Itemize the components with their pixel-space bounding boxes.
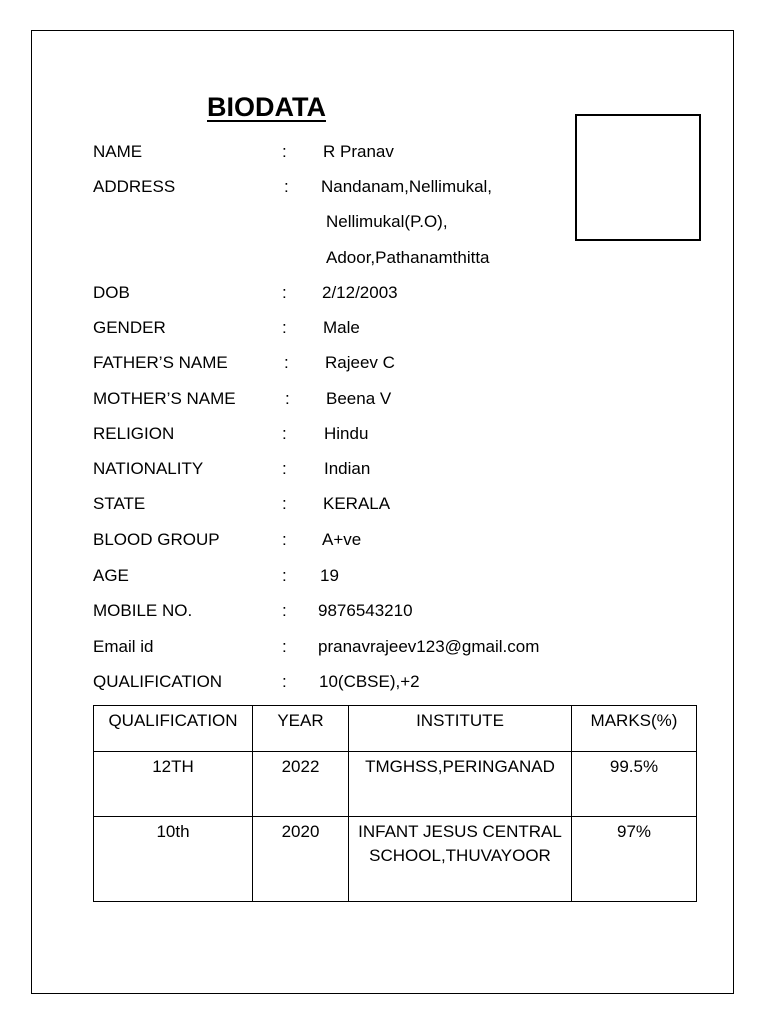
field-value-religion: Hindu <box>324 424 369 443</box>
field-colon: : <box>282 142 287 161</box>
field-label-mothers-name: MOTHER’S NAME <box>93 389 236 408</box>
field-value-nationality: Indian <box>324 459 371 478</box>
document-title: BIODATA <box>207 92 326 122</box>
table-header-cell: MARKS(%) <box>572 706 697 752</box>
field-colon: : <box>282 637 287 656</box>
field-label-blood-group: BLOOD GROUP <box>93 530 220 549</box>
field-label-nationality: NATIONALITY <box>93 459 204 478</box>
table-row <box>94 752 697 817</box>
table-cell: 10th <box>94 817 253 902</box>
field-colon: : <box>282 318 287 337</box>
field-value-fathers-name: Rajeev C <box>325 353 395 372</box>
field-label-religion: RELIGION <box>93 424 175 443</box>
field-value-address-line1: Nandanam,Nellimukal, <box>321 177 493 196</box>
field-colon: : <box>282 424 287 443</box>
field-label-age: AGE <box>93 566 129 585</box>
table-cell: 97% <box>572 817 697 902</box>
table-cell: 2022 <box>253 752 349 817</box>
table-header-row <box>94 706 697 752</box>
table-header-cell: INSTITUTE <box>349 706 572 752</box>
field-colon: : <box>282 530 287 549</box>
photo-placeholder-box <box>575 114 701 241</box>
field-label-fathers-name: FATHER’S NAME <box>93 353 228 372</box>
field-colon: : <box>282 459 287 478</box>
field-colon: : <box>282 672 287 691</box>
field-label-name: NAME <box>93 142 143 161</box>
field-label-dob: DOB <box>93 283 130 302</box>
field-label-qualification: QUALIFICATION <box>93 672 223 691</box>
field-value-name: R Pranav <box>323 142 394 161</box>
field-colon: : <box>282 566 287 585</box>
qualification-table <box>93 705 697 902</box>
field-colon: : <box>282 601 287 620</box>
field-value-mothers-name: Beena V <box>326 389 392 408</box>
table-cell: 12TH <box>94 752 253 817</box>
field-value-address-line2: Nellimukal(P.O), <box>326 212 448 231</box>
table-cell: INFANT JESUS CENTRAL SCHOOL,THUVAYOOR <box>349 817 572 902</box>
field-value-address-line3: Adoor,Pathanamthitta <box>326 248 490 267</box>
field-value-mobile-no: 9876543210 <box>318 601 413 620</box>
table-cell: 99.5% <box>572 752 697 817</box>
field-value-age: 19 <box>320 566 339 585</box>
field-colon: : <box>284 177 289 196</box>
field-value-dob: 2/12/2003 <box>322 283 398 302</box>
field-label-address: ADDRESS <box>93 177 176 196</box>
field-colon: : <box>282 283 287 302</box>
field-label-state: STATE <box>93 494 146 513</box>
field-value-qualification: 10(CBSE),+2 <box>319 672 420 691</box>
table-cell: TMGHSS,PERINGANAD <box>349 752 572 817</box>
table-cell: 2020 <box>253 817 349 902</box>
field-label-email-id: Email id <box>93 637 154 656</box>
table-row <box>94 817 697 902</box>
field-value-email-id: pranavrajeev123@gmail.com <box>318 637 540 656</box>
field-colon: : <box>282 494 287 513</box>
field-value-blood-group: A+ve <box>322 530 362 549</box>
table-header-cell: QUALIFICATION <box>94 706 253 752</box>
table-header-cell: YEAR <box>253 706 349 752</box>
field-label-gender: GENDER <box>93 318 166 337</box>
field-value-gender: Male <box>323 318 360 337</box>
field-value-state: KERALA <box>323 494 391 513</box>
field-label-mobile-no: MOBILE NO. <box>93 601 193 620</box>
field-colon: : <box>284 353 289 372</box>
field-colon: : <box>285 389 290 408</box>
